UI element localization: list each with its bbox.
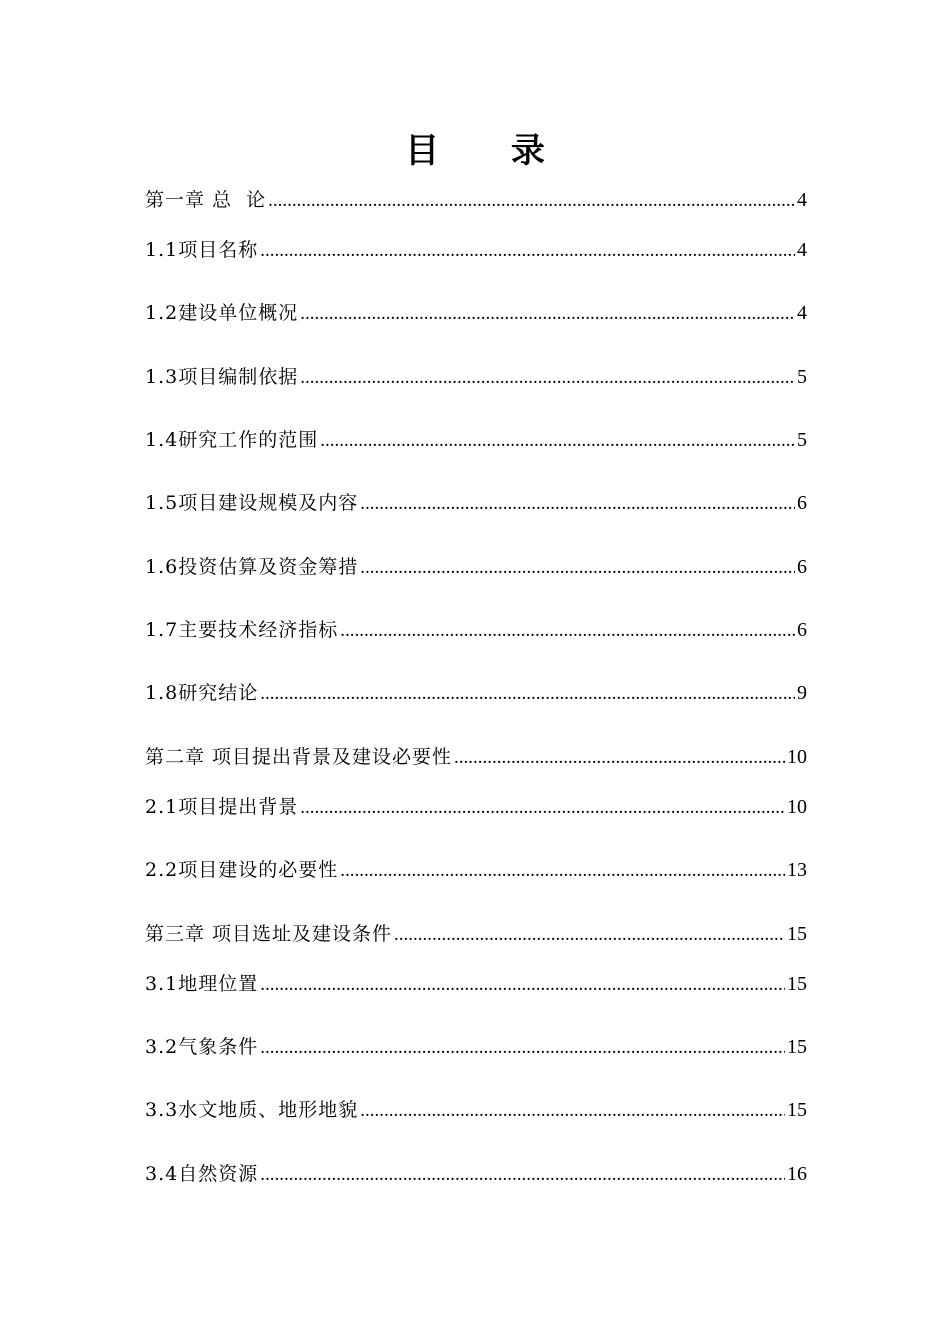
toc-page-number: 5 [797, 366, 807, 388]
toc-entry-label: 3.3水文地质、地形地貌 [145, 1099, 359, 1121]
toc-dot-leader [260, 970, 785, 1000]
toc-dot-leader [360, 489, 795, 519]
toc-entry-label: 第二章 项目提出背景及建设必要性 [145, 746, 453, 768]
toc-entry[interactable] [145, 615, 807, 645]
toc-page-number: 15 [787, 1036, 807, 1058]
toc-entry-label: 2.2项目建设的必要性 [145, 859, 339, 881]
toc-dot-leader [268, 186, 795, 216]
toc-page-number: 6 [797, 619, 807, 641]
toc-entry[interactable] [145, 919, 807, 949]
toc-dot-leader [360, 1096, 785, 1126]
toc-dot-leader [340, 856, 785, 886]
toc-page-number: 4 [797, 302, 807, 324]
toc-dot-leader [300, 793, 785, 823]
toc-page-number: 9 [797, 682, 807, 704]
toc-entry-label: 1.6投资估算及资金筹措 [145, 556, 359, 578]
toc-entry[interactable] [145, 855, 807, 885]
toc-page-number: 6 [797, 492, 807, 514]
toc-entry-label: 1.5项目建设规模及内容 [145, 492, 359, 514]
toc-entry[interactable] [145, 362, 807, 392]
toc-entry-label: 第三章 项目选址及建设条件 [145, 923, 393, 945]
toc-dot-leader [260, 679, 795, 709]
toc-entry[interactable] [145, 488, 807, 518]
toc-entry[interactable] [145, 792, 807, 822]
toc-entry-label: 1.8研究结论 [145, 682, 259, 704]
toc-dot-leader [260, 1033, 785, 1063]
toc-page-number: 10 [787, 746, 807, 768]
toc-page-number: 10 [787, 796, 807, 818]
toc-entry-label: 第一章 总 论 [145, 189, 267, 211]
toc-entry[interactable] [145, 1095, 807, 1125]
toc-entry[interactable] [145, 742, 807, 772]
toc-entry[interactable] [145, 298, 807, 328]
toc-dot-leader [300, 363, 795, 393]
toc-entry-label: 3.1地理位置 [145, 973, 259, 995]
toc-entry-label: 1.4研究工作的范围 [145, 429, 319, 451]
toc-page-number: 15 [787, 923, 807, 945]
toc-entry[interactable] [145, 235, 807, 265]
toc-entry-label: 1.1项目名称 [145, 239, 259, 261]
toc-page-number: 16 [787, 1163, 807, 1185]
toc-dot-leader [360, 553, 795, 583]
toc-entry[interactable] [145, 1159, 807, 1189]
toc-dot-leader [454, 743, 785, 773]
toc-entry-label: 2.1项目提出背景 [145, 796, 299, 818]
toc-page-number: 4 [797, 239, 807, 261]
toc-entry-label: 1.2建设单位概况 [145, 302, 299, 324]
toc-entry[interactable] [145, 678, 807, 708]
toc-dot-leader [260, 236, 795, 266]
toc-entry[interactable] [145, 969, 807, 999]
toc-page-number: 6 [797, 556, 807, 578]
toc-entry-label: 1.7主要技术经济指标 [145, 619, 339, 641]
toc-dot-leader [394, 920, 785, 950]
toc-page-number: 4 [797, 189, 807, 211]
toc-entry[interactable] [145, 185, 807, 215]
toc-entry[interactable] [145, 425, 807, 455]
toc-page-number: 15 [787, 1099, 807, 1121]
page-title: 目 录 [405, 131, 575, 171]
toc-page-number: 13 [787, 859, 807, 881]
toc-page-number: 5 [797, 429, 807, 451]
toc-dot-leader [320, 426, 795, 456]
toc-dot-leader [340, 616, 795, 646]
toc-entry-label: 3.2气象条件 [145, 1036, 259, 1058]
toc-entry[interactable] [145, 552, 807, 582]
toc-entry-label: 1.3项目编制依据 [145, 366, 299, 388]
toc-dot-leader [260, 1160, 785, 1190]
toc-dot-leader [300, 299, 795, 329]
toc-entry[interactable] [145, 1032, 807, 1062]
toc-page-number: 15 [787, 973, 807, 995]
toc-entry-label: 3.4自然资源 [145, 1163, 259, 1185]
